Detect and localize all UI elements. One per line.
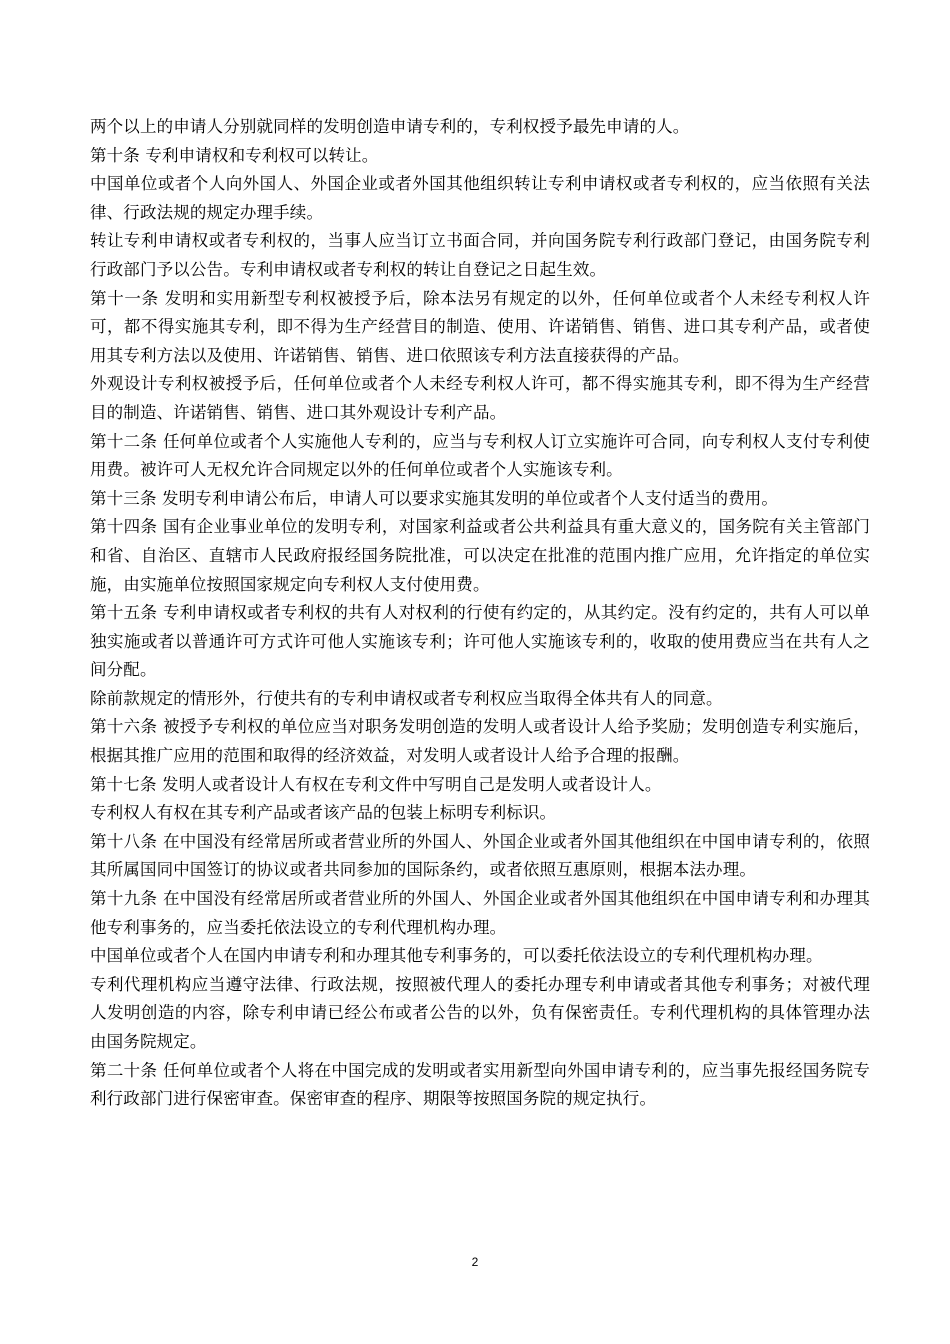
article-11-paragraph: 第十一条 发明和实用新型专利权被授予后，除本法另有规定的以外，任何单位或者个人未经专利权人许可，都不得实施其专利，即不得为生产经营目的制造、使用、许诺销售、销售、进口其专利产品，或者使用其专利方法以及使用、许诺销售、销售、进口依照该专利方法直接获得的产品。 xyxy=(90,288,870,365)
article-19-paragraph: 第十九条 在中国没有经常居所或者营业所的外国人、外国企业或者外国其他组织在中国申请专利和办理其他专利事务的，应当委托依法设立的专利代理机构办理。 xyxy=(90,889,870,937)
paragraph: 两个以上的申请人分别就同样的发明创造申请专利的，专利权授予最先申请的人。 xyxy=(90,117,690,136)
paragraph: 外观设计专利权被授予后，任何单位或者个人未经专利权人许可，都不得实施其专利，即不得为生产经营目的制造、许诺销售、销售、进口其外观设计专利产品。 xyxy=(90,374,870,422)
paragraph: 中国单位或者个人在国内申请专利和办理其他专利事务的，可以委托依法设立的专利代理机构办理。 xyxy=(90,946,823,966)
article-13-paragraph: 第十三条 发明专利申请公布后，申请人可以要求实施其发明的单位或者个人支付适当的费用。 xyxy=(90,488,779,508)
article-10-heading-paragraph: 第十条 专利申请权和专利权可以转让。 xyxy=(90,145,379,165)
article-15-paragraph: 第十五条 专利申请权或者专利权的共有人对权利的行使有约定的，从其约定。没有约定的，共有人可以单独实施或者以普通许可方式许可他人实施该专利；许可他人实施该专利的，收取的使用费应当在共有人之间分配。 xyxy=(90,603,870,680)
document-body xyxy=(90,113,870,1114)
paragraph: 除前款规定的情形外，行使共有的专利申请权或者专利权应当取得全体共有人的同意。 xyxy=(90,688,723,708)
article-18-paragraph: 第十八条 在中国没有经常居所或者营业所的外国人、外国企业或者外国其他组织在中国申请专利的，依照其所属国同中国签订的协议或者共同参加的国际条约，或者依照互惠原则，根据本法办理。 xyxy=(90,831,870,880)
article-17-paragraph: 第十七条 发明人或者设计人有权在专利文件中写明自己是发明人或者设计人。 xyxy=(90,774,662,794)
article-16-paragraph: 第十六条 被授予专利权的单位应当对职务发明创造的发明人或者设计人给予奖励；发明创造专利实施后，根据其推广应用的范围和取得的经济效益，对发明人或者设计人给予合理的报酬。 xyxy=(90,717,870,766)
paragraph: 专利权人有权在其专利产品或者该产品的包装上标明专利标识。 xyxy=(90,803,557,823)
article-20-paragraph: 第二十条 任何单位或者个人将在中国完成的发明或者实用新型向外国申请专利的，应当事先报经国务院专利行政部门进行保密审查。保密审查的程序、期限等按照国务院的规定执行。 xyxy=(90,1060,870,1109)
paragraph: 中国单位或者个人向外国人、外国企业或者外国其他组织转让专利申请权或者专利权的，应当依照有关法律、行政法规的规定办理手续。 xyxy=(90,174,870,222)
paragraph: 转让专利申请权或者专利权的，当事人应当订立书面合同，并向国务院专利行政部门登记，由国务院专利行政部门予以公告。专利申请权或者专利权的转让自登记之日起生效。 xyxy=(90,231,870,279)
article-12-paragraph: 第十二条 任何单位或者个人实施他人专利的，应当与专利权人订立实施许可合同，向专利权人支付专利使用费。被许可人无权允许合同规定以外的任何单位或者个人实施该专利。 xyxy=(90,431,870,480)
paragraph: 专利代理机构应当遵守法律、行政法规，按照被代理人的委托办理专利申请或者其他专利事务；对被代理人发明创造的内容，除专利申请已经公布或者公告的以外，负有保密责任。专利代理机构的具体管理办法由国务院规定。 xyxy=(90,974,870,1051)
page-number: 2 xyxy=(471,1255,479,1269)
article-14-paragraph: 第十四条 国有企业事业单位的发明专利，对国家利益或者公共利益具有重大意义的，国务院有关主管部门和省、自治区、直辖市人民政府报经国务院批准，可以决定在批准的范围内推广应用，允许指定的单位实施，由实施单位按照国家规定向专利权人支付使用费。 xyxy=(90,517,870,594)
